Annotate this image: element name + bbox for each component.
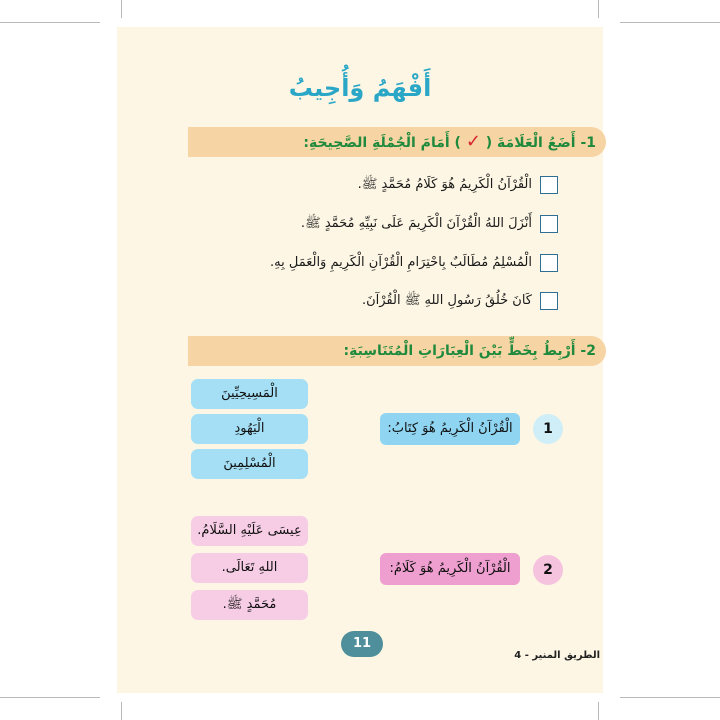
page-title: أَفْهَمُ وَأُجِيبُ — [288, 74, 432, 102]
section1-heading — [303, 127, 596, 157]
checkbox[interactable] — [540, 215, 558, 233]
page-number: 11 — [341, 631, 383, 657]
match-stem[interactable]: الْقُرْآنُ الْكَرِيمُ هُوَ كِتَابُ: — [380, 413, 520, 445]
statement-text: أَنْزَلَ اللهُ الْقُرْآنَ الْكَرِيمَ عَلَى نَبِيِّهِ مُحَمَّدٍ ﷺ. — [300, 216, 532, 231]
crop-mark — [0, 22, 100, 23]
section2-banner — [188, 336, 606, 366]
crop-mark — [598, 0, 599, 18]
section1-heading-end: ) أَمَامَ الْجُمْلَةِ الصَّحِيحَةِ: — [303, 135, 461, 151]
crop-mark — [620, 22, 720, 23]
match-option[interactable]: الْمَسِيحِيِّينَ — [191, 379, 308, 409]
match-option[interactable]: عِيسَى عَلَيْهِ السَّلَامُ. — [191, 516, 308, 546]
crop-mark — [0, 697, 100, 698]
statement-text: الْمُسْلِمُ مُطَالَبٌ بِاحْتِرَامِ الْقُرْآنِ الْكَرِيمِ وَالْعَمَلِ بِهِ. — [270, 255, 532, 270]
checkbox[interactable] — [540, 292, 558, 310]
match-option[interactable]: الْمُسْلِمِينَ — [191, 449, 308, 479]
section1-heading-start: 1- أَضَعُ الْعَلَامَةَ ( — [485, 135, 596, 151]
crop-mark — [121, 702, 122, 720]
item-number: 2 — [533, 555, 563, 585]
crop-mark — [121, 0, 122, 18]
check-icon: ✓ — [465, 131, 481, 152]
statement-text: كَانَ خُلُقُ رَسُولِ اللهِ ﷺ الْقُرْآنَ. — [361, 293, 532, 308]
checkbox[interactable] — [540, 176, 558, 194]
statement-text: الْقُرْآنُ الْكَرِيمُ هُوَ كَلَامُ مُحَمَّدٍ ﷺ. — [357, 177, 532, 192]
item-number: 1 — [533, 414, 563, 444]
match-option[interactable]: اللهِ تَعَالَى. — [191, 553, 308, 583]
match-option[interactable]: مُحَمَّدٍ ﷺ. — [191, 590, 308, 620]
match-stem[interactable]: الْقُرْآنُ الْكَرِيمُ هُوَ كَلَامُ: — [380, 553, 520, 585]
crop-mark — [620, 697, 720, 698]
checkbox[interactable] — [540, 254, 558, 272]
crop-mark — [598, 702, 599, 720]
section2-heading: 2- أَرْبِطُ بِخَطٍّ بَيْنَ الْعِبَارَاتِ الْمُتَنَاسِبَةِ: — [343, 343, 596, 359]
match-option[interactable]: الْيَهُودِ — [191, 414, 308, 444]
book-footer: الطريق المنير - 4 — [514, 650, 600, 661]
section1-banner — [188, 127, 606, 157]
